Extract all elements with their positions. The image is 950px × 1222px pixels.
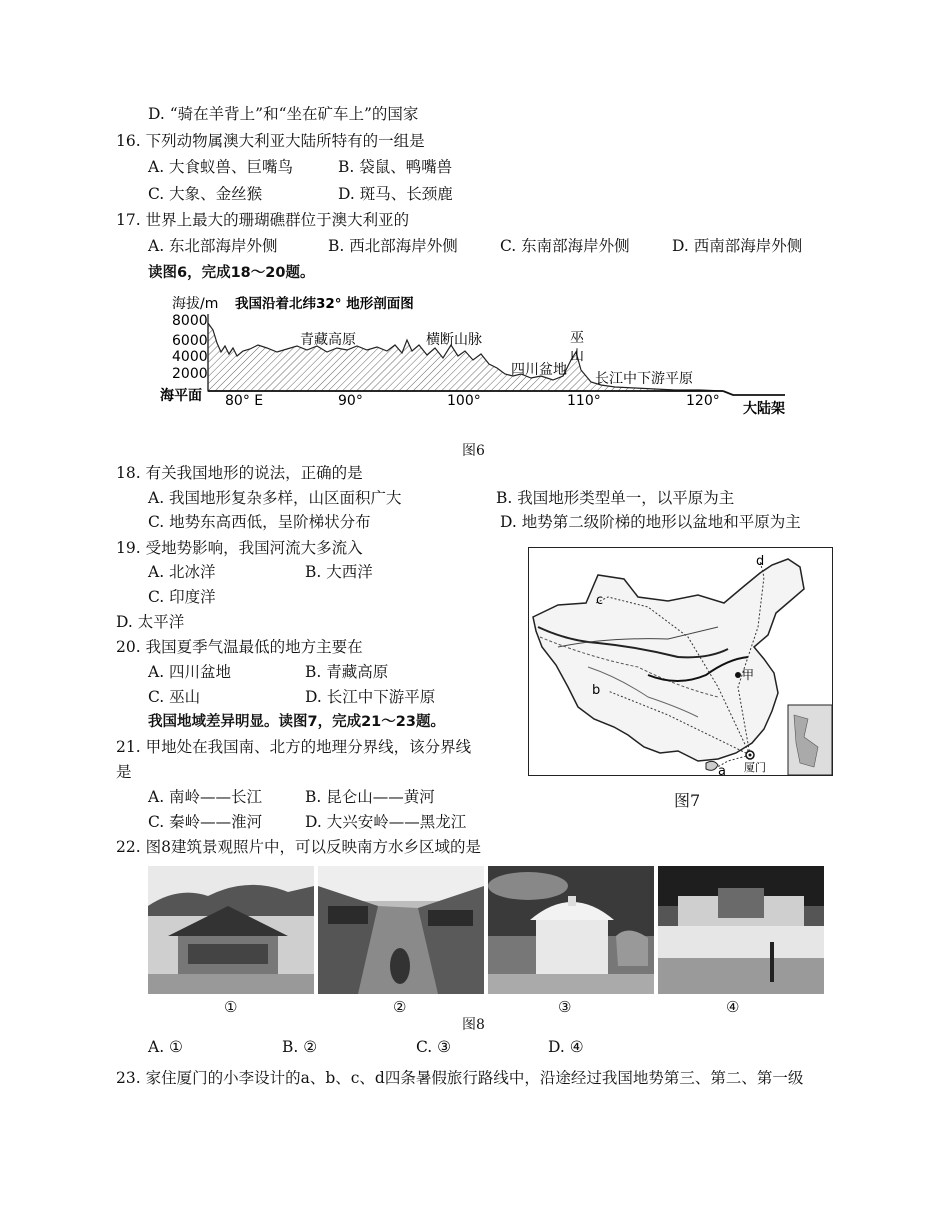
q20-option-b: B. 青藏高原	[305, 663, 389, 681]
q22-option-a: A. ①	[148, 1038, 183, 1056]
fig6-xtick-120: 120°	[686, 393, 720, 409]
fig7-label-a: a	[718, 764, 726, 777]
q19-option-b: B. 大西洋	[305, 563, 373, 581]
photo-label-2: ②	[393, 998, 407, 1016]
fig7-label-xiamen: 厦门	[744, 761, 766, 774]
fig6-ytick-6000: 6000	[172, 333, 208, 349]
q18-stem: 18. 有关我国地形的说法，正确的是	[116, 464, 363, 482]
figure8-caption: 图8	[462, 1017, 485, 1033]
q22-stem: 22. 图8建筑景观照片中，可以反映南方水乡区域的是	[116, 838, 481, 856]
fig6-label-changjiang: 长江中下游平原	[595, 371, 693, 387]
q22-option-b: B. ②	[282, 1038, 318, 1056]
q19-stem: 19. 受地势影响，我国河流大多流入	[116, 539, 363, 557]
q20-option-c: C. 巫山	[148, 688, 201, 706]
q19-option-a: A. 北冰洋	[148, 563, 216, 581]
q23-stem: 23. 家住厦门的小李设计的a、b、c、d四条暑假旅行路线中，沿途经过我国地势第三、第二、第一级	[116, 1069, 804, 1087]
q17-option-a: A. 东北部海岸外侧	[148, 237, 278, 255]
q21-stem: 21. 甲地处在我国南、北方的地理分界线，该分界线	[116, 738, 472, 756]
fig7-label-b: b	[592, 683, 601, 698]
photo-1-courtyard	[148, 866, 314, 994]
figure6-caption: 图6	[462, 443, 485, 459]
q18-option-b: B. 我国地形类型单一，以平原为主	[496, 489, 735, 507]
figure6-profile	[155, 288, 815, 420]
figure7-intro: 我国地域差异明显。读图7，完成21～23题。	[148, 714, 445, 730]
q22-option-c: C. ③	[416, 1038, 452, 1056]
q17-option-b: B. 西北部海岸外侧	[328, 237, 458, 255]
fig7-label-d: d	[756, 554, 765, 569]
q17-option-d: D. 西南部海岸外侧	[672, 237, 803, 255]
q18-option-a: A. 我国地形复杂多样，山区面积广大	[148, 489, 402, 507]
q16-option-b: B. 袋鼠、鸭嘴兽	[338, 158, 453, 176]
q20-stem: 20. 我国夏季气温最低的地方主要在	[116, 638, 363, 656]
q21-option-c: C. 秦岭——淮河	[148, 813, 263, 831]
fig6-ylabel: 海拔/m	[172, 296, 219, 312]
fig6-xtick-110: 110°	[567, 393, 601, 409]
photo-label-3: ③	[558, 998, 572, 1016]
photo-3-yurt	[488, 866, 654, 994]
fig7-label-c: c	[596, 593, 604, 608]
fig7-label-jia: 甲	[742, 668, 755, 682]
fig6-label-hengduan: 横断山脉	[426, 332, 482, 348]
fig6-label-shelf: 大陆架	[743, 401, 785, 417]
q18-option-c: C. 地势东高西低，呈阶梯状分布	[148, 513, 371, 531]
photo-label-4: ④	[726, 998, 740, 1016]
photo-label-1: ①	[224, 998, 238, 1016]
q21-option-a: A. 南岭——长江	[148, 788, 263, 806]
fig6-label-wu: 巫	[570, 330, 584, 346]
fig6-xtick-90: 90°	[338, 393, 363, 409]
fig6-label-shan: 山	[570, 348, 584, 364]
figure7-caption: 图7	[674, 791, 701, 810]
q19-option-d: D. 太平洋	[116, 613, 185, 631]
q16-option-c: C. 大象、金丝猴	[148, 185, 263, 203]
fig6-label-sichuan: 四川盆地	[511, 362, 567, 378]
figure6-intro: 读图6，完成18～20题。	[148, 265, 315, 281]
q21-option-d: D. 大兴安岭——黑龙江	[305, 813, 467, 831]
q16-stem: 16. 下列动物属澳大利亚大陆所特有的一组是	[116, 132, 425, 150]
q22-option-d: D. ④	[548, 1038, 584, 1056]
q16-option-d: D. 斑马、长颈鹿	[338, 185, 453, 203]
fig6-ytick-4000: 4000	[172, 349, 208, 365]
q16-option-a: A. 大食蚁兽、巨嘴鸟	[148, 158, 294, 176]
q20-option-a: A. 四川盆地	[148, 663, 232, 681]
q21-stem-cont: 是	[116, 763, 132, 781]
fig6-sea-level: 海平面	[160, 388, 202, 404]
photo-2-water-town	[318, 866, 484, 994]
q19-option-c: C. 印度洋	[148, 588, 216, 606]
fig6-label-qingzang: 青藏高原	[300, 332, 356, 348]
q18-option-d: D. 地势第二级阶梯的地形以盆地和平原为主	[500, 513, 801, 531]
photo-4-potala-palace	[658, 866, 824, 994]
q17-stem: 17. 世界上最大的珊瑚礁群位于澳大利亚的	[116, 211, 410, 229]
fig6-ytick-2000: 2000	[172, 366, 208, 382]
q21-option-b: B. 昆仑山——黄河	[305, 788, 435, 806]
fig6-ytick-8000: 8000	[172, 313, 208, 329]
figure7-map	[528, 547, 834, 777]
fig6-xtick-100: 100°	[447, 393, 481, 409]
fig6-title: 我国沿着北纬32° 地形剖面图	[235, 296, 414, 312]
fig6-xtick-80: 80° E	[225, 393, 264, 409]
q17-option-c: C. 东南部海岸外侧	[500, 237, 630, 255]
q15-option-d: D. “骑在羊背上”和“坐在矿车上”的国家	[148, 105, 419, 123]
q20-option-d: D. 长江中下游平原	[305, 688, 436, 706]
